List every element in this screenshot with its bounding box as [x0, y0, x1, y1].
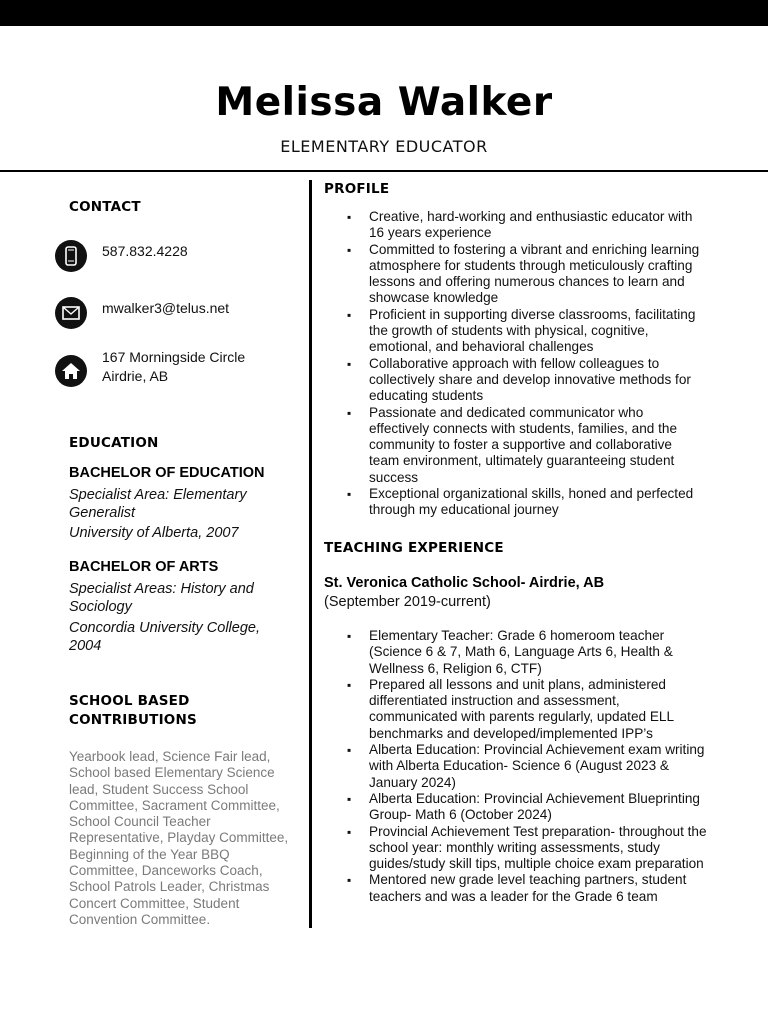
- degree-name: BACHELOR OF EDUCATION: [69, 465, 265, 481]
- address-line-2: Airdrie, AB: [102, 368, 169, 384]
- degree-school: University of Alberta, 2007: [69, 525, 239, 541]
- header-divider: [0, 170, 768, 172]
- experience-school: St. Veronica Catholic School- Airdrie, AB: [324, 575, 605, 591]
- profile-bullet: ▪ Committed to fostering a vibrant and enriching learning atmosphere for students through meticulously crafting lessons and offering numerous chances to learn and showcase knowledge: [324, 242, 704, 307]
- experience-heading: TEACHING EXPERIENCE: [324, 540, 504, 556]
- phone-number[interactable]: 587.832.4228: [102, 243, 188, 259]
- experience-dates: (September 2019-current): [324, 594, 491, 610]
- home-icon: [55, 355, 87, 387]
- address-line-1: 167 Morningside Circle: [102, 349, 246, 365]
- experience-bullet: ▪ Elementary Teacher: Grade 6 homeroom teacher (Science 6 & 7, Math 6, Language Arts 6, Health & Wellness 6, Religion 6, CTF): [324, 628, 709, 677]
- top-bar: [0, 0, 768, 26]
- experience-bullet: ▪ Mentored new grade level teaching partners, student teachers and was a leader for the Grade 6 team: [324, 872, 709, 905]
- experience-bullet: ▪ Provincial Achievement Test preparation- throughout the school year: monthly writing assessments, study guides/study skill tips, multiple choice exam preparation: [324, 824, 709, 873]
- candidate-name: Melissa Walker: [215, 80, 553, 125]
- contributions-heading-line-2: CONTRIBUTIONS: [69, 712, 197, 728]
- experience-bullet: ▪ Prepared all lessons and unit plans, administered differentiated instruction and assessment, communicated with parents regularly, updated ELL benchmarks and developed/implemented IPP’s: [324, 677, 709, 742]
- profile-heading: PROFILE: [324, 181, 390, 197]
- experience-bullet: ▪ Alberta Education: Provincial Achievement Blueprinting Group- Math 6 (October 2024): [324, 791, 709, 824]
- mail-icon: [55, 297, 87, 329]
- column-divider: [309, 180, 312, 928]
- profile-list: [324, 209, 704, 519]
- candidate-title: ELEMENTARY EDUCATOR: [280, 137, 488, 156]
- experience-list: [324, 628, 709, 905]
- email-address[interactable]: mwalker3@telus.net: [102, 300, 230, 316]
- contact-heading: CONTACT: [69, 199, 141, 215]
- degree-name: BACHELOR OF ARTS: [69, 559, 219, 575]
- degree-specialist: Specialist Area: Elementary Generalist: [69, 487, 247, 521]
- degree-school: Concordia University College, 2004: [69, 620, 260, 654]
- profile-bullet: ▪ Creative, hard-working and enthusiastic educator with 16 years experience: [324, 209, 704, 242]
- experience-bullet: ▪ Alberta Education: Provincial Achievement exam writing with Alberta Education- Science 6 (August 2023 & January 2024): [324, 742, 709, 791]
- profile-bullet: ▪ Proficient in supporting diverse classrooms, facilitating the growth of students with physical, cognitive, emotional, and behavioral challenges: [324, 307, 704, 356]
- education-heading: EDUCATION: [69, 435, 159, 451]
- contributions-text: Yearbook lead, Science Fair lead, School based Elementary Science lead, Student Success School Committee, Sacrament Committee, School Council Teacher Representative, Playday Committee, Beginning of the Year BBQ Committee, Danceworks Coach, School Patrols Leader, Christmas Concert Committee, Student Convention Committee.: [69, 749, 289, 927]
- profile-bullet: ▪ Passionate and dedicated communicator who effectively connects with students, families, and the community to foster a supportive and collaborative team environment, ultimately guaranteeing student success: [324, 405, 704, 486]
- profile-bullet: ▪ Collaborative approach with fellow colleagues to collectively share and develop innovative methods for educating students: [324, 356, 704, 405]
- contributions-heading-line-1: SCHOOL BASED: [69, 693, 190, 709]
- degree-specialist: Specialist Areas: History and Sociology: [69, 581, 254, 615]
- phone-icon: [55, 240, 87, 272]
- profile-bullet: ▪ Exceptional organizational skills, honed and perfected through my educational journey: [324, 486, 704, 519]
